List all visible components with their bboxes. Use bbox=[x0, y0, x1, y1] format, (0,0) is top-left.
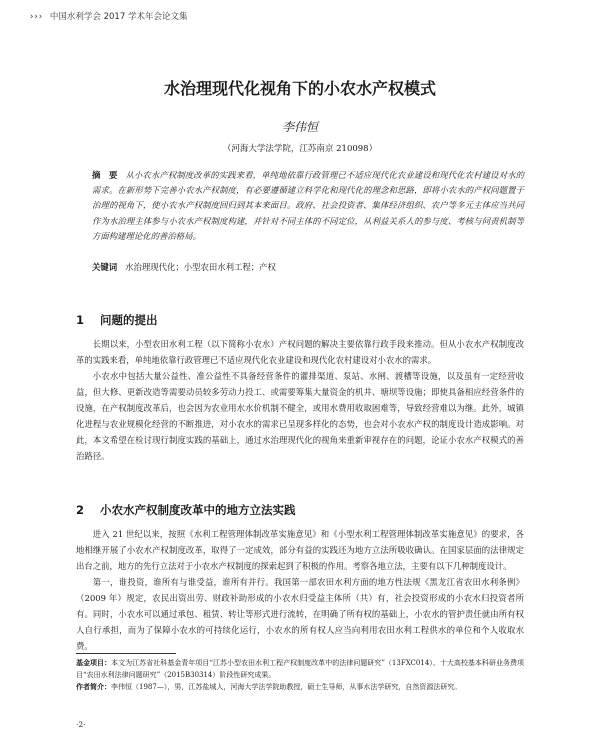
section-title: 问题的提出 bbox=[100, 313, 158, 327]
paragraph: 长期以来，小型农田水利工程（以下简称小农水）产权问题的解决主要依靠行政手段来推动。但从小农水产权制度改革的实践来看，单纯地依靠行政管理已不适应现代化农业建设和现代化农村建设对小农水的需求。 bbox=[76, 339, 524, 365]
paragraph: 进入 21 世纪以来，按照《水利工程管理体制改革实施意见》和《小型水利工程管理体制改革实施意见》的要求，各地相继开展了小农水产权制度改革，取得了一定成效，部分有益的实践还为地方立法所吸收确认。在国家层面的法律规定出台之前，地方的先行立法对于小农水产权制度的探索起到了积极的作用。考察各地立法，主要有以下几种制度设计。 bbox=[76, 529, 524, 571]
author-affiliation: （河海大学法学院，江苏南京 210098） bbox=[222, 144, 378, 154]
section-heading-1 bbox=[76, 312, 158, 328]
paragraph: 第一，谁投资，谁所有与谁受益，谁所有并行。我国第一部农田水利方面的地方性法规《黑龙江省农田水利条例》（2009 年）规定，农民出资出劳、财政补助形成的小农水归受益主体所（共）有，社会投资形成的小农水归投资者所有。同时，小农水可以通过承包、租赁、转让等形式进行流转，在明确了所有权的基础上，小农水的管护责任就由所有权人自行承担，而为了保障小农水的可持续化运行，小农水的所有权人应当向利用农田水利工程供水的单位和个人收取水费。 bbox=[76, 577, 524, 651]
funding-label: 基金项目： bbox=[76, 658, 112, 667]
running-header bbox=[30, 10, 570, 22]
keywords-text: 水治理现代化；小型农田水利工程；产权 bbox=[125, 262, 276, 272]
footnotes bbox=[76, 657, 524, 693]
paper-title: 水治理现代化视角下的小农水产权模式 bbox=[163, 79, 436, 98]
author-name: 李伟恒 bbox=[281, 120, 318, 134]
abstract-label: 摘 要 bbox=[92, 170, 118, 180]
running-head-text: 中国水利学会 2017 学术年会论文集 bbox=[49, 12, 188, 22]
keywords-label: 关键词 bbox=[92, 262, 118, 272]
chevron-right-icon: ››› bbox=[30, 12, 44, 22]
funding-footnote bbox=[76, 657, 524, 681]
section-number: 1 bbox=[76, 313, 85, 327]
abstract-text: 从小农水产权制度改革的实践来看，单纯地依靠行政管理已不适应现代化农业建设和现代化农村建设对水的需求。在新形势下完善小农水产权制度，有必要遵循建立科学化和现代化的理念和思路，即将小农水的产权问题置于治理的视角下，使小农水产权制度回归到其本来面目。政府、社会投资者、集体经济组织、农户等多元主体应当共同作为水治理主体参与小农水产权制度构建，并针对不同主体的不同定位，从利益关系人的参与度、考核与问责机制等方面构建理论化的善治格局。 bbox=[92, 170, 525, 241]
author-footnote bbox=[76, 681, 524, 693]
funding-text: 本文为江苏省社科基金青年项目“江苏小型农田水利工程产权制度改革中的法律问题研究”（13FXC014）、十大高校基本科研业务费项目“农田水利法律问题研究”（2015B30314）阶段性研究成果。 bbox=[76, 659, 525, 679]
section-heading-2 bbox=[76, 502, 296, 518]
keywords bbox=[92, 260, 524, 275]
author-bio-text: 李伟恒（1987—），男，江苏盐城人，河海大学法学院助教授，硕士生导师，从事水法学研究，自然资源法研究。 bbox=[111, 683, 462, 691]
author-bio-label: 作者简介： bbox=[76, 682, 111, 691]
section-number: 2 bbox=[76, 503, 85, 517]
footnote-divider bbox=[76, 653, 176, 654]
page-number: ·2· bbox=[76, 720, 86, 729]
section-title: 小农水产权制度改革中的地方立法实践 bbox=[100, 503, 296, 517]
abstract bbox=[92, 168, 524, 244]
paragraph: 小农水中包括大量公益性、准公益性不具备经营条件的灌排渠道、泵站、水闸、渡槽等设施，以及虽有一定经营收益，但大修、更新改造等需要动员较多劳动力投工、或需要筹集大量资金的机井、塘坝等设施；即使具备相应经营条件的设施，在产权制度改革后，也会因为农业用水水价机制不健全，或用水费用收取困难等，导致经营难以为继。此外，城镇化进程与农业规模化经营的不断推进，对小农水的需求已呈现多样化的态势，也会对小农水产权的制度设计造成影响。对此，本文希望在检讨现行制度实践的基础上，通过水治理现代化的视角来重新审视存在的问题，论证小农水产权模式的善治路径。 bbox=[76, 371, 524, 461]
section-1-body bbox=[76, 336, 524, 464]
section-2-body bbox=[76, 526, 524, 654]
